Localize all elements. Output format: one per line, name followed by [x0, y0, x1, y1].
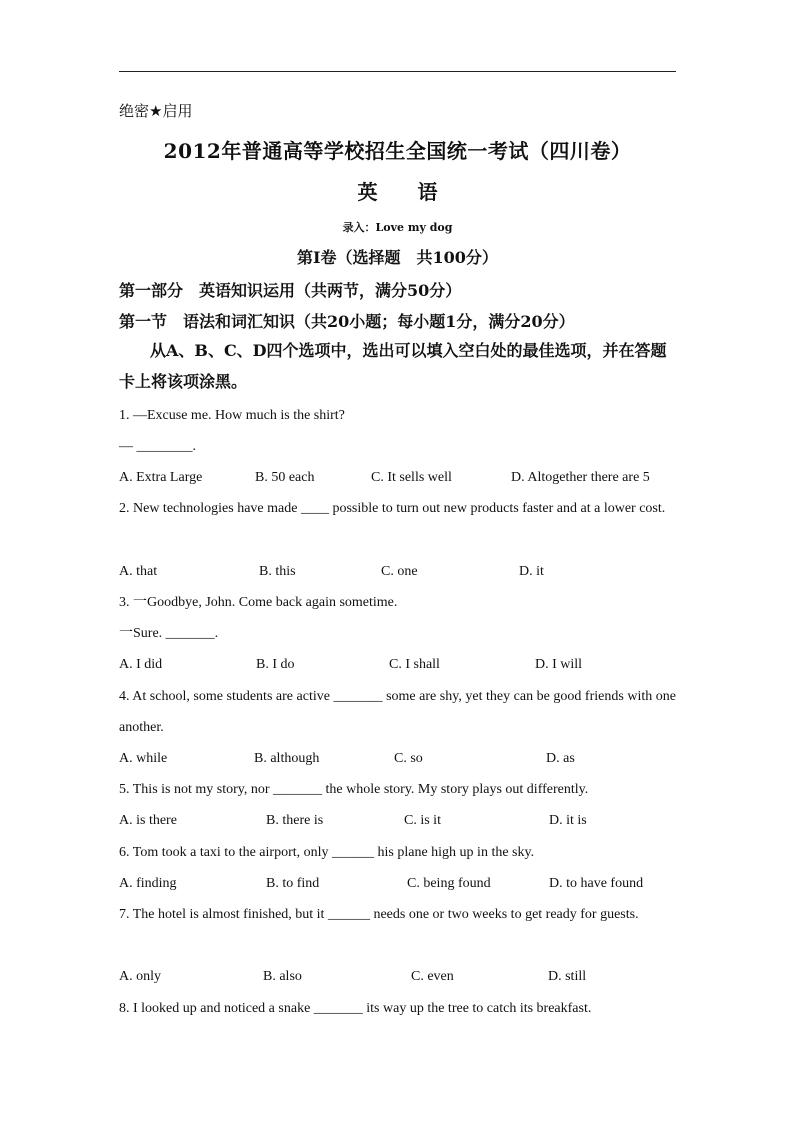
option-c[interactable]: C. It sells well — [371, 470, 452, 485]
option-b[interactable]: B. I do — [256, 657, 295, 672]
question-3-line-2: 一Sure. _______. — [119, 626, 219, 641]
question-3-line-1: 3. 一Goodbye, John. Come back again sometime. — [119, 595, 398, 610]
question-7-stem: 7. The hotel is almost finished, but it ______ needs one or two weeks to get ready for guests. — [119, 907, 639, 922]
recorder-credit: 录入：Love my dog — [342, 221, 453, 234]
option-b[interactable]: B. there is — [266, 813, 324, 828]
option-a[interactable]: A. finding — [119, 876, 177, 891]
option-b[interactable]: B. this — [259, 564, 296, 579]
question-1-line-1: 1. —Excuse me. How much is the shirt? — [119, 408, 345, 423]
confidential-label: 绝密★启用 — [119, 102, 193, 120]
option-b[interactable]: B. to find — [266, 876, 320, 891]
option-d[interactable]: D. I will — [535, 657, 583, 672]
option-a[interactable]: A. that — [119, 564, 158, 579]
question-6-stem: 6. Tom took a taxi to the airport, only ______ his plane high up in the sky. — [119, 845, 535, 860]
option-a[interactable]: A. only — [119, 969, 161, 984]
header-rule — [119, 71, 676, 72]
question-1-line-2: — ________. — [119, 439, 196, 454]
subject-title: 英 语 — [357, 180, 438, 204]
option-d[interactable]: D. as — [546, 751, 575, 766]
option-c[interactable]: C. even — [411, 969, 454, 984]
volume-heading: 第Ⅰ卷（选择题 共100分） — [297, 248, 498, 267]
option-d[interactable]: D. it — [519, 564, 544, 579]
option-b[interactable]: B. although — [254, 751, 320, 766]
instruction-text: 从A、B、C、D四个选项中，选出可以填入空白处的最佳选项，并在答题卡上将该项涂黑。 — [119, 341, 667, 391]
option-d[interactable]: D. it is — [549, 813, 587, 828]
option-c[interactable]: C. one — [381, 564, 418, 579]
exam-title: 2012年普通高等学校招生全国统一考试（四川卷） — [163, 139, 632, 163]
question-5-stem: 5. This is not my story, nor _______ the whole story. My story plays out differently. — [119, 782, 589, 797]
option-c[interactable]: C. so — [394, 751, 423, 766]
section-heading: 第一节 语法和词汇知识（共20小题；每小题1分，满分20分） — [119, 312, 575, 331]
question-2-stem: 2. New technologies have made ____ possible to turn out new products faster and at a lower cost. — [119, 501, 666, 516]
option-c[interactable]: C. is it — [404, 813, 441, 828]
option-c[interactable]: C. being found — [407, 876, 491, 891]
option-d[interactable]: D. still — [548, 969, 587, 984]
option-a[interactable]: A. is there — [119, 813, 177, 828]
option-a[interactable]: A. Extra Large — [119, 470, 203, 485]
question-8-stem: 8. I looked up and noticed a snake _______ its way up the tree to catch its breakfast. — [119, 1001, 592, 1016]
option-a[interactable]: A. while — [119, 751, 168, 766]
option-c[interactable]: C. I shall — [389, 657, 440, 672]
option-b[interactable]: B. also — [263, 969, 302, 984]
part-heading: 第一部分 英语知识运用（共两节，满分50分） — [119, 281, 462, 300]
option-d[interactable]: D. to have found — [549, 876, 644, 891]
option-a[interactable]: A. I did — [119, 657, 163, 672]
question-4-stem: 4. At school, some students are active _______ some are shy, yet they can be good friends with one another. — [119, 689, 676, 735]
option-d[interactable]: D. Altogether there are 5 — [511, 470, 650, 485]
option-b[interactable]: B. 50 each — [255, 470, 315, 485]
